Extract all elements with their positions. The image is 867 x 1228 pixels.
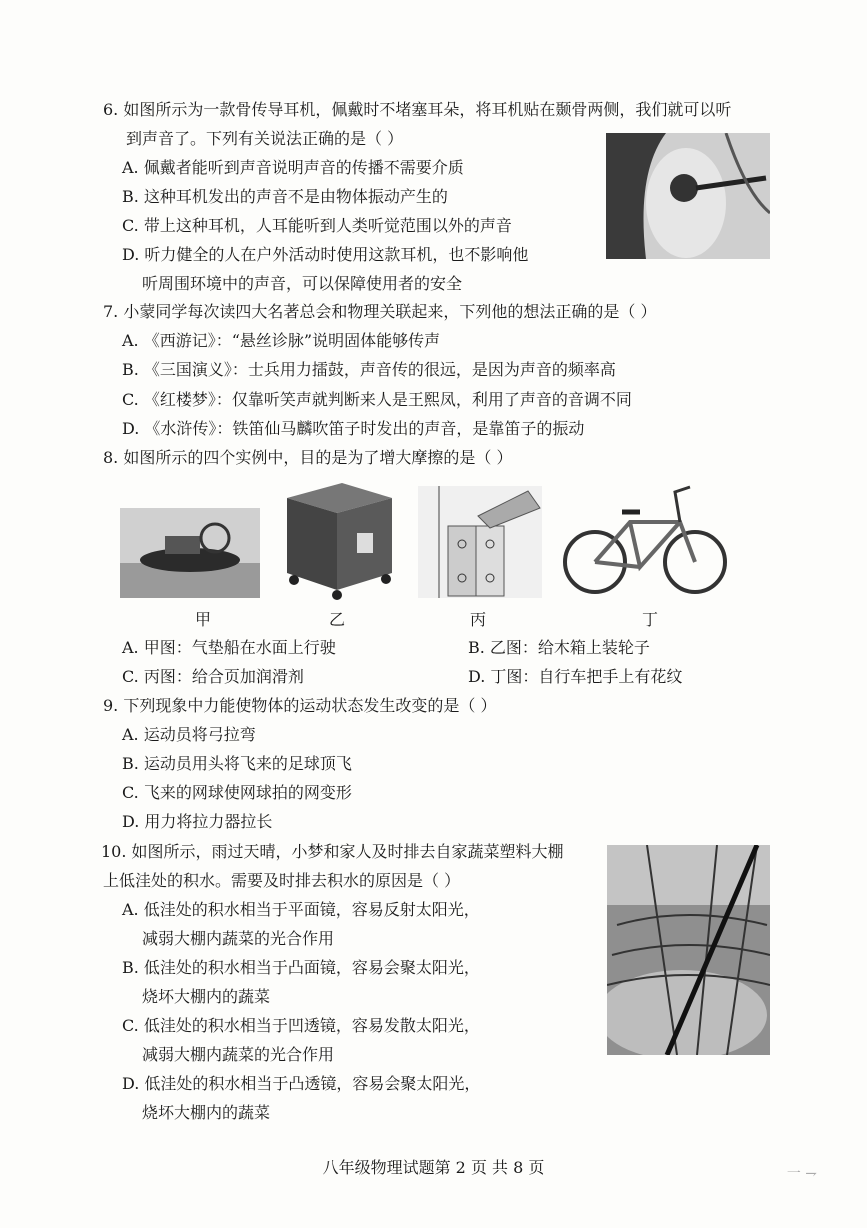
q6-option-b: B. 这种耳机发出的声音不是由物体振动产生的	[122, 187, 448, 206]
q9-option-c: C. 飞来的网球使网球拍的网变形	[122, 783, 352, 802]
q8-stem: 8. 如图所示的四个实例中，目的是为了增大摩擦的是（ ）	[103, 448, 513, 467]
q7-stem: 7. 小蒙同学每次读四大名著总会和物理关联起来，下列他的想法正确的是（ ）	[103, 302, 657, 321]
q10-stem-line2: 上低洼处的积水。需要及时排去积水的原因是（ ）	[103, 871, 461, 890]
q9-option-a: A. 运动员将弓拉弯	[122, 725, 256, 744]
q8-option-c: C. 丙图：给合页加润滑剂	[122, 667, 304, 686]
q8-option-a: A. 甲图：气垫船在水面上行驶	[122, 638, 336, 657]
q7-option-a: A. 《西游记》：“悬丝诊脉”说明固体能够传声	[122, 331, 441, 350]
figure-caption-yi: 乙	[328, 610, 345, 629]
q6-option-d-cont: 听周围环境中的声音，可以保障使用者的安全	[142, 274, 463, 293]
q7-option-d: D. 《水浒传》：铁笛仙马麟吹笛子时发出的声音，是靠笛子的振动	[122, 419, 585, 438]
hinge-lubricant-photo	[418, 486, 542, 598]
bone-conduction-headphone-photo	[606, 133, 770, 259]
figure-caption-bing: 丙	[469, 610, 486, 629]
q10-stem-line1: 10. 如图所示，雨过天晴，小梦和家人及时排去自家蔬菜塑料大棚	[101, 842, 564, 861]
q10-option-a: A. 低洼处的积水相当于平面镜，容易反射太阳光，	[122, 900, 480, 919]
wooden-box-with-wheels-photo	[282, 478, 397, 600]
q10-option-c-cont: 减弱大棚内蔬菜的光合作用	[142, 1045, 335, 1064]
figure-caption-jia: 甲	[194, 610, 211, 629]
q9-option-b: B. 运动员用头将飞来的足球顶飞	[122, 754, 352, 773]
q6-option-c: C. 带上这种耳机，人耳能听到人类听觉范围以外的声音	[122, 216, 512, 235]
greenhouse-water-photo	[607, 845, 770, 1055]
q10-option-d-cont: 烧坏大棚内的蔬菜	[142, 1103, 271, 1122]
figure-caption-ding: 丁	[641, 610, 658, 629]
q7-option-b: B. 《三国演义》：士兵用力擂鼓，声音传的很远，是因为声音的频率高	[122, 360, 616, 379]
q7-option-c: C. 《红楼梦》：仅靠听笑声就判断来人是王熙凤，利用了声音的音调不同	[122, 390, 632, 409]
q8-option-b: B. 乙图：给木箱上装轮子	[468, 638, 650, 657]
corner-mark: 一 ⇁	[786, 1166, 817, 1182]
q10-option-b: B. 低洼处的积水相当于凸面镜，容易会聚太阳光，	[122, 958, 480, 977]
q6-stem-line2: 到声音了。下列有关说法正确的是（ ）	[126, 129, 404, 148]
q10-option-a-cont: 减弱大棚内蔬菜的光合作用	[142, 929, 335, 948]
q10-option-b-cont: 烧坏大棚内的蔬菜	[142, 987, 271, 1006]
q6-option-a: A. 佩戴者能听到声音说明声音的传播不需要介质	[122, 158, 464, 177]
q8-option-d: D. 丁图：自行车把手上有花纹	[468, 667, 683, 686]
q9-option-d: D. 用力将拉力器拉长	[122, 812, 273, 831]
hovercraft-photo	[120, 508, 260, 598]
q6-option-d: D. 听力健全的人在户外活动时使用这款耳机，也不影响他	[122, 245, 529, 264]
page-footer: 八年级物理试题第 2 页 共 8 页	[322, 1158, 545, 1177]
q10-option-d: D. 低洼处的积水相当于凸透镜，容易会聚太阳光，	[122, 1074, 481, 1093]
bicycle-photo	[560, 482, 730, 600]
q9-stem: 9. 下列现象中力能使物体的运动状态发生改变的是（ ）	[103, 696, 497, 715]
q6-stem-line1: 6. 如图所示为一款骨传导耳机，佩戴时不堵塞耳朵，将耳机贴在颞骨两侧，我们就可以听	[103, 100, 732, 119]
q10-option-c: C. 低洼处的积水相当于凹透镜，容易发散太阳光，	[122, 1016, 480, 1035]
